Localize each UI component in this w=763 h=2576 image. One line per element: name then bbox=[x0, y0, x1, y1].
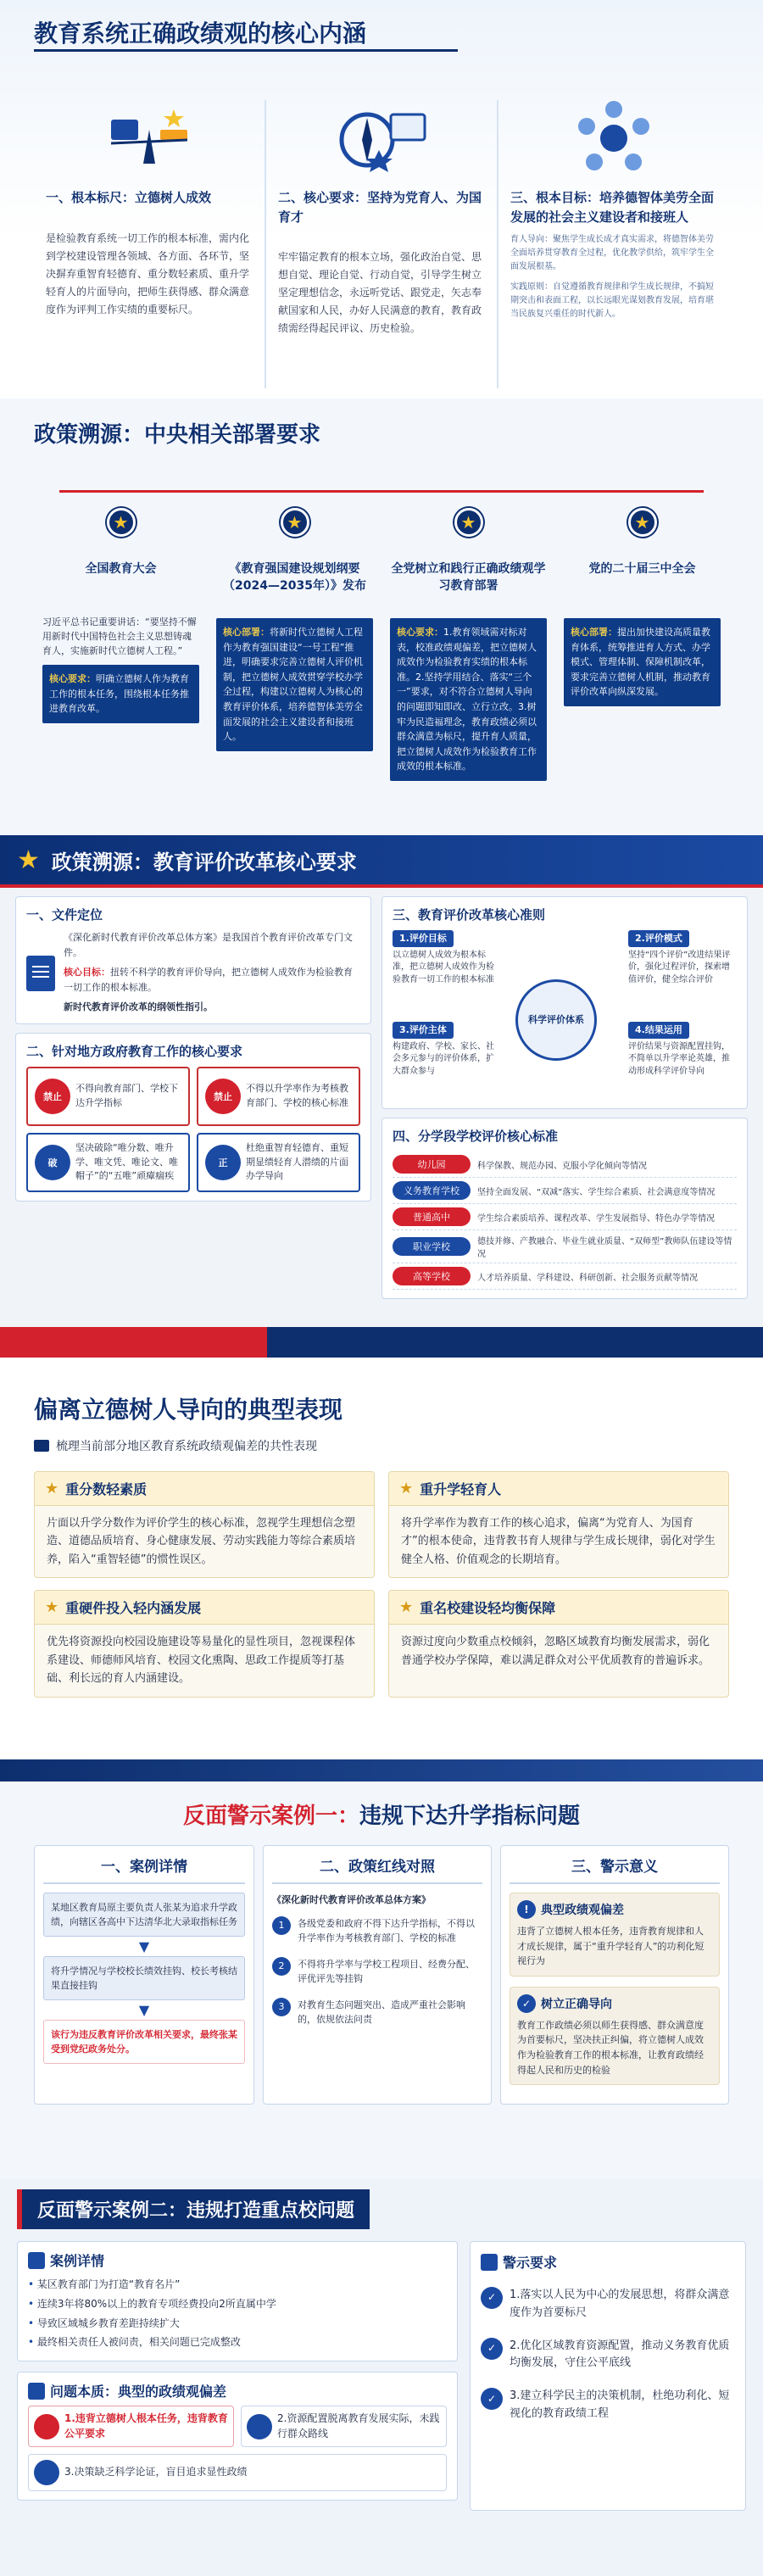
column-heading: 一、根本标尺：立德树人成效 bbox=[46, 190, 212, 205]
problem-grid bbox=[28, 2406, 447, 2491]
timeline-columns bbox=[34, 508, 729, 781]
timeline-heading: 全国教育大会 bbox=[85, 562, 157, 576]
warning-head bbox=[517, 1900, 712, 1919]
alert-icon: ! bbox=[517, 1900, 536, 1919]
deviation-card-head bbox=[389, 1591, 728, 1625]
number-badge: 2 bbox=[272, 1957, 291, 1976]
document-row bbox=[26, 930, 360, 1015]
stage-row bbox=[393, 1151, 737, 1178]
stage-text: 德技并修、产教融合、毕业生就业质量、“双师型”教师队伍建设等情况 bbox=[477, 1237, 732, 1259]
stage-tag: 高等学校 bbox=[393, 1267, 471, 1285]
card-title: 二、针对地方政府教育工作的核心要求 bbox=[26, 1043, 243, 1059]
policy-document: 《深化新时代教育评价改革总体方案》 bbox=[272, 1894, 431, 1905]
deviation-card bbox=[388, 1471, 729, 1578]
reform-left-column bbox=[15, 896, 371, 1308]
card-title: 一、文件定位 bbox=[26, 907, 103, 923]
timeline-box bbox=[42, 665, 199, 723]
problem-item bbox=[28, 2454, 447, 2491]
all-round-development-icon bbox=[510, 100, 717, 176]
timeline-box bbox=[390, 618, 547, 781]
break-icon: 破 bbox=[35, 1145, 70, 1180]
deviation-card bbox=[34, 1590, 375, 1697]
column-text: 育人导向：聚焦学生成长成才真实需求，将德智体美劳全面培养贯穿教育全过程，优化教学供给，筑牢学生全面发展根基。 bbox=[510, 235, 714, 271]
deviation-title: 重硬件投入轻内涵发展 bbox=[65, 1600, 202, 1617]
problem-essence-card bbox=[17, 2372, 458, 2501]
subtitle-text: 梳理当前部分地区教育系统政绩观偏差的共性表现 bbox=[56, 1440, 317, 1453]
column-fundamental-standard bbox=[34, 100, 266, 388]
arrow-down-icon: ▼ bbox=[138, 1938, 150, 1955]
card-title: 三、教育评价改革核心准则 bbox=[393, 907, 546, 923]
prohibit-icon: 禁止 bbox=[35, 1079, 70, 1114]
core-columns bbox=[34, 100, 729, 388]
warning-text: 违背了立德树人根本任务，违背教育规律和人才成长规律，属于“重升学轻育人”的功利化短视行为 bbox=[517, 1926, 705, 1967]
problem-text: 3.决策缺乏科学论证，盲目追求显性政绩 bbox=[64, 2466, 248, 2478]
case-two-grid bbox=[17, 2241, 746, 2511]
box-text: 提出加快建设高质量教育体系，统筹推进育人方式、办学模式、管理体制、保障机制改革，要求完善立德树人机制，推动教育评价改革向纵深发展。 bbox=[571, 627, 710, 698]
section-evaluation-reform bbox=[0, 835, 763, 1327]
timeline-heading: 《教育强国建设规划纲要（2024—2035年）》发布 bbox=[223, 562, 366, 594]
stage-row bbox=[393, 1263, 737, 1290]
resource-icon bbox=[247, 2414, 272, 2439]
problem-item bbox=[241, 2406, 447, 2447]
principles-card bbox=[382, 896, 748, 1109]
column-text-secondary: 实践原则：自觉遵循教育规律和学生成长规律，不搞短期突击和表面工程，以长远眼光谋划教育发展，培育堪当民族复兴重任的时代新人。 bbox=[510, 282, 714, 319]
policy-text: 对教育生态问题突出、造成严重社会影响的，依规依法问责 bbox=[298, 1999, 465, 2025]
column-heading: 三、根本目标：培养德智体美劳全面发展的社会主义建设者和接班人 bbox=[510, 190, 715, 225]
deviation-grid bbox=[34, 1471, 729, 1698]
requirement-text: 不得以升学率作为考核教育部门、学校的核心标准 bbox=[246, 1083, 348, 1108]
column-fundamental-goal bbox=[498, 100, 729, 388]
requirement-item bbox=[26, 1067, 190, 1126]
timeline-box bbox=[216, 618, 373, 751]
arrow-down-icon: ▼ bbox=[138, 2002, 150, 2019]
requirement-item bbox=[481, 2338, 735, 2373]
stage-tag: 职业学校 bbox=[393, 1237, 471, 1256]
warning-requirements-card bbox=[470, 2241, 746, 2511]
warning-card bbox=[510, 1987, 720, 2085]
section-warning-case-two bbox=[0, 2179, 763, 2576]
stage-tag: 义务教育学校 bbox=[393, 1181, 471, 1200]
document-goal bbox=[64, 965, 360, 995]
case-detail-card bbox=[17, 2241, 458, 2361]
column-heading: 二、核心要求：坚持为党育人、为国育才 bbox=[278, 190, 482, 225]
principle-text: 评价结果与资源配置挂钩，不简单以升学率论英雄，推动形成科学评价导向 bbox=[628, 1041, 730, 1076]
star-icon: ★ bbox=[454, 508, 483, 537]
section-core-connotation bbox=[0, 0, 763, 399]
box-text: 1.教育领域需对标对表，校准政绩观偏差，把立德树人成效作为检验教育实绩的根本标准。2.坚持学用结合、落实“三个一”要求，对不符合立德树人导向的问题即知即改、立行立改。3.树牢为民造福理念，教育政绩必须以群众满意为标尺，提升育人质量，把立德树人成效作为检验教育工作成效的根本标准。 bbox=[397, 627, 537, 772]
document-text: 《深化新时代教育评价改革总体方案》是我国首个教育评价改革专门文件。 bbox=[64, 932, 353, 958]
requirement-item bbox=[197, 1067, 360, 1126]
section-central-deployment bbox=[0, 399, 763, 835]
deviation-card-head bbox=[35, 1591, 374, 1625]
document-icon bbox=[26, 956, 55, 991]
column-heading: 一、案例详情 bbox=[43, 1854, 245, 1884]
check-icon: ✓ bbox=[517, 1994, 536, 2013]
stage-tag: 幼儿园 bbox=[393, 1155, 471, 1174]
gavel-icon bbox=[481, 2254, 498, 2271]
reform-right-column bbox=[382, 896, 748, 1308]
problem-text: 1.违背立德树人根本任务，违背教育公平要求 bbox=[64, 2412, 228, 2439]
policy-item bbox=[272, 1957, 482, 1986]
goal-label: 核心目标： bbox=[64, 967, 110, 979]
policy-item bbox=[272, 1998, 482, 2027]
card-head bbox=[28, 2250, 447, 2270]
card-head bbox=[28, 2381, 447, 2400]
timeline-box bbox=[564, 618, 721, 706]
number-badge: 1 bbox=[272, 1916, 291, 1935]
section-title: 反面警示案例二：违规打造重点校问题 bbox=[17, 2189, 370, 2229]
policy-text: 不得将升学率与学校工程项目、经费分配、评优评先等挂钩 bbox=[298, 1958, 475, 1984]
principle-tag: 1.评价目标 bbox=[393, 930, 454, 947]
policy-redline-column bbox=[263, 1845, 492, 2105]
section-banner bbox=[0, 835, 763, 888]
banner-title: 政策溯源：教育评价改革核心要求 bbox=[51, 850, 357, 874]
box-label: 核心要求： bbox=[397, 627, 443, 638]
timeline-item bbox=[555, 508, 729, 781]
requirements-grid bbox=[26, 1067, 360, 1192]
deviation-title: 重分数轻素质 bbox=[65, 1481, 148, 1497]
star-icon: ★ bbox=[399, 1480, 414, 1497]
timeline-line bbox=[59, 490, 704, 493]
number-badge: 3 bbox=[272, 1998, 291, 2016]
warning-title: 典型政绩观偏差 bbox=[541, 1904, 624, 1917]
timeline-heading: 党的二十届三中全会 bbox=[588, 562, 696, 576]
requirement-text: 1.落实以人民为中心的发展思想，将群众满意度作为首要标尺 bbox=[510, 2289, 730, 2319]
requirement-item bbox=[481, 2287, 735, 2322]
box-label: 核心要求： bbox=[49, 673, 96, 685]
column-heading: 三、警示意义 bbox=[510, 1854, 720, 1884]
detail-item: • 最终相关责任人被问责，相关问题已完成整改 bbox=[28, 2333, 447, 2352]
check-icon: ✓ bbox=[481, 2287, 503, 2309]
timeline-item bbox=[208, 508, 382, 781]
star-icon: ★ bbox=[45, 1480, 59, 1497]
column-text: 牢牢锚定教育的根本立场，强化政治自觉、思想自觉、理论自觉、行动自觉，引导学生树立坚定理想信念，永远听党话、跟党走，矢志奉献国家和人民，办好人民满意的教育，教育政绩需经得起民评议、历史检验。 bbox=[278, 251, 482, 334]
principle-item bbox=[393, 1022, 501, 1078]
column-text: 是检验教育系统一切工作的根本标准，需内化到学校建设管理各领域、各方面、各环节，坚决摒弃重智育轻德育、重分数轻素质、重升学轻育人的片面导向，把师生获得感、群众满意度作为评判工作实绩的重要标尺。 bbox=[46, 231, 250, 315]
principles-diagram bbox=[393, 930, 737, 1100]
deviation-text: 将升学率作为教育工作的核心追求，偏离“为党育人、为国育才”的根本使命，违背教书育人规律与学生成长规律，弱化对学生健全人格、价值观念的长期培育。 bbox=[401, 1517, 716, 1566]
card-title: 四、分学段学校评价核心标准 bbox=[393, 1129, 559, 1144]
deviation-card-head bbox=[389, 1472, 728, 1506]
requirement-text: 坚决破除“唯分数、唯升学、唯文凭、唯论文、唯帽子”的“五唯”顽瘴痼疾 bbox=[75, 1142, 178, 1182]
flow-step: 某地区教育局原主要负责人张某为追求升学政绩，向辖区各高中下达清华北大录取指标任务 bbox=[43, 1893, 245, 1937]
card-head bbox=[481, 2252, 735, 2272]
timeline-note: 习近平总书记重要讲话：“要坚持不懈用新时代中国特色社会主义思想铸魂育人，实施新时代立德树人工程。” bbox=[42, 616, 197, 657]
star-icon: ★ bbox=[107, 508, 136, 537]
title-underline bbox=[34, 49, 458, 52]
box-label: 核心部署： bbox=[223, 627, 270, 638]
compass-book-icon bbox=[278, 100, 485, 176]
principle-text: 以立德树人成效为根本标准，把立德树人成效作为检验教育一切工作的根本标准 bbox=[393, 950, 494, 984]
star-icon: ★ bbox=[399, 1598, 414, 1617]
requirement-text: 杜绝重智育轻德育、重短期显绩轻育人潜绩的片面办学导向 bbox=[246, 1142, 348, 1182]
principle-item bbox=[393, 930, 501, 986]
problem-text: 2.资源配置脱离教育发展实际，未践行群众路线 bbox=[277, 2412, 440, 2439]
card-title: 问题本质：典型的政绩观偏差 bbox=[50, 2384, 227, 2400]
stage-standards-card bbox=[382, 1118, 748, 1299]
warning-card bbox=[510, 1893, 720, 1977]
title-prefix: 反面警示案例一： bbox=[182, 1804, 359, 1829]
principle-tag: 2.评价模式 bbox=[628, 930, 689, 947]
star-icon: ★ bbox=[281, 508, 309, 537]
list-icon bbox=[34, 1440, 49, 1452]
warning-meaning-column bbox=[500, 1845, 729, 2105]
deviation-title: 重名校建设轻均衡保障 bbox=[420, 1600, 556, 1617]
problem-item bbox=[28, 2406, 234, 2447]
title-main: 违规下达升学指标问题 bbox=[359, 1804, 581, 1829]
document-tail: 新时代教育评价改革的纲领性指引。 bbox=[64, 1001, 213, 1013]
box-text: 明确立德树人作为教育工作的根本任务，围绕根本任务推进教育改革。 bbox=[49, 673, 189, 715]
local-government-requirements-card bbox=[15, 1033, 371, 1202]
deviation-text: 资源过度向少数重点校倾斜，忽略区域教育均衡发展需求，弱化普通学校办学保障，难以满足群众对公平优质教育的普遍诉求。 bbox=[401, 1636, 710, 1667]
goal-text: 扭转不科学的教育评价导向，把立德树人成效作为检验教育一切工作的根本标准。 bbox=[64, 967, 353, 993]
case-two-left bbox=[17, 2241, 458, 2511]
balance-icon: 正 bbox=[205, 1145, 241, 1180]
star-icon: ★ bbox=[628, 508, 657, 537]
principle-text: 构建政府、学校、家长、社会多元参与的评价体系，扩大群众参与 bbox=[393, 1041, 494, 1076]
reform-grid bbox=[0, 888, 763, 1316]
stage-text: 科学保教、规范办园、克服小学化倾向等情况 bbox=[477, 1161, 647, 1171]
section-top-band bbox=[0, 1759, 763, 1781]
deviation-text: 优先将资源投向校园设施建设等易量化的显性项目，忽视课程体系建设、师德师风培育、校园文化熏陶、思政工作提质等打基础、利长远的育人内涵建设。 bbox=[47, 1636, 356, 1686]
person-icon bbox=[34, 2414, 59, 2439]
section-typical-deviations bbox=[0, 1327, 763, 1759]
stage-text: 人才培养质量、学科建设、科研创新、社会服务贡献等情况 bbox=[477, 1273, 698, 1283]
requirement-text: 不得向教育部门、学校下达升学指标 bbox=[75, 1083, 178, 1108]
stage-text: 学生综合素质培养、课程改革、学生发展指导、特色办学等情况 bbox=[477, 1213, 715, 1224]
timeline-item bbox=[34, 508, 208, 781]
check-icon: ✓ bbox=[481, 2388, 503, 2410]
principle-text: 坚持“四个评价”改进结果评价，强化过程评价，探索增值评价，健全综合评价 bbox=[628, 950, 731, 984]
detail-item: • 导致区域城乡教育差距持续扩大 bbox=[28, 2314, 447, 2333]
principle-item bbox=[628, 930, 737, 986]
timeline-heading: 全党树立和践行正确政绩观学习教育部署 bbox=[391, 562, 546, 594]
box-label: 核心部署： bbox=[571, 627, 617, 638]
case-detail-column bbox=[34, 1845, 254, 2105]
policy-item bbox=[272, 1916, 482, 1945]
case-columns bbox=[34, 1845, 729, 2105]
principle-tag: 4.结果运用 bbox=[628, 1022, 689, 1039]
box-text: 将新时代立德树人工程作为教育强国建设“一号工程”推进，明确要求完善立德树人评价机制，把立德树人成效贯穿学校办学全过程，构建以立德树人为核心的教育评价体系，培养德智体美劳全面发展的社会主义建设者和接班人。 bbox=[223, 627, 363, 743]
deviation-title: 重升学轻育人 bbox=[420, 1481, 502, 1497]
scale-icon bbox=[46, 100, 253, 176]
document-positioning-card bbox=[15, 896, 371, 1024]
decision-icon bbox=[34, 2460, 59, 2485]
warning-head bbox=[517, 1994, 712, 2013]
search-icon bbox=[28, 2383, 45, 2400]
section-title bbox=[34, 1798, 729, 1830]
section-subtitle bbox=[34, 1437, 729, 1454]
deviation-card-head bbox=[35, 1472, 374, 1506]
star-icon: ★ bbox=[45, 1598, 59, 1617]
principle-item bbox=[628, 1022, 737, 1078]
stage-row bbox=[393, 1204, 737, 1230]
section-top-band bbox=[0, 1327, 763, 1358]
section-title: 教育系统正确政绩观的核心内涵 bbox=[34, 20, 367, 47]
document-icon bbox=[28, 2252, 45, 2269]
flow-step: 将升学情况与学校校长绩效挂钩、校长考核结果直接挂钩 bbox=[43, 1956, 245, 2000]
detail-item: • 某区教育部门为打造“教育名片” bbox=[28, 2275, 447, 2294]
warning-title: 树立正确导向 bbox=[541, 1997, 612, 2011]
principle-center: 科学评价体系 bbox=[515, 979, 597, 1061]
flow-step-result: 该行为违反教育评价改革相关要求，最终张某受到党纪政务处分。 bbox=[43, 2020, 245, 2064]
requirement-text: 3.建立科学民主的决策机制，杜绝功利化、短视化的教育政绩工程 bbox=[510, 2389, 730, 2420]
stage-row bbox=[393, 1178, 737, 1204]
card-title: 警示要求 bbox=[503, 2255, 558, 2271]
section-title: 政策溯源：中央相关部署要求 bbox=[34, 422, 321, 448]
deviation-card bbox=[34, 1471, 375, 1578]
timeline-item bbox=[382, 508, 555, 781]
requirement-text: 2.优化区域教育资源配置，推动义务教育优质均衡发展，守住公平底线 bbox=[510, 2339, 730, 2370]
stage-tag: 普通高中 bbox=[393, 1207, 471, 1226]
deviation-card bbox=[388, 1590, 729, 1697]
section-title: 偏离立德树人导向的典型表现 bbox=[34, 1396, 343, 1424]
requirement-item bbox=[26, 1133, 190, 1192]
requirement-item bbox=[481, 2388, 735, 2423]
stage-row bbox=[393, 1230, 737, 1263]
column-heading: 二、政策红线对照 bbox=[272, 1854, 482, 1884]
deviation-text: 片面以升学分数作为评价学生的核心标准，忽视学生理想信念塑造、道德品质培育、身心健康发展、劳动实践能力等综合素质培养，陷入“重智轻德”的惯性误区。 bbox=[47, 1517, 356, 1566]
stage-text: 坚持全面发展、“双减”落实、学生综合素质、社会满意度等情况 bbox=[477, 1187, 716, 1197]
policy-text: 各级党委和政府不得下达升学指标，不得以升学率作为考核教育部门、学校的标准 bbox=[298, 1917, 475, 1943]
column-core-requirement bbox=[266, 100, 498, 388]
prohibit-icon: 禁止 bbox=[205, 1079, 241, 1114]
principle-tag: 3.评价主体 bbox=[393, 1022, 454, 1039]
card-title: 案例详情 bbox=[50, 2253, 105, 2269]
star-icon: ★ bbox=[17, 845, 40, 875]
detail-item: • 连续3年将80%以上的教育专项经费投向2所直属中学 bbox=[28, 2294, 447, 2314]
warning-text: 教育工作政绩必须以师生获得感、群众满意度为首要标尺，坚决扶正纠偏，将立德树人成效作为检验教育工作的根本标准，让教育政绩经得起人民和历史的检验 bbox=[517, 2019, 704, 2076]
requirement-item bbox=[197, 1133, 360, 1192]
check-icon: ✓ bbox=[481, 2338, 503, 2360]
section-warning-case-one bbox=[0, 1759, 763, 2179]
